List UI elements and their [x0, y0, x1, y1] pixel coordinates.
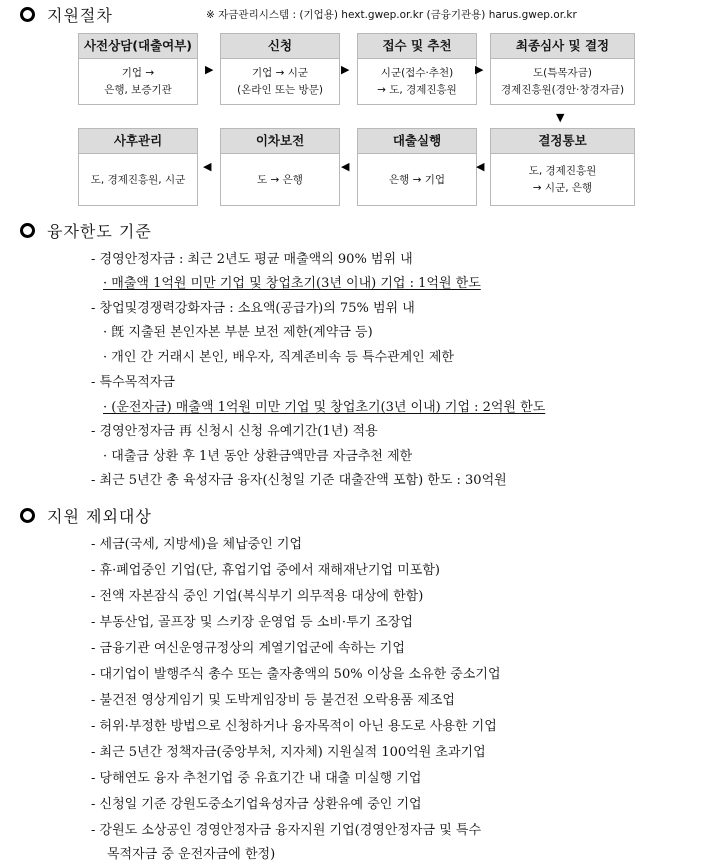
limit-subitem: · 개인 간 거래시 본인, 배우자, 직계존비속 등 특수관계인 제한	[103, 350, 454, 365]
limit-item: - 특수목적자금	[91, 375, 175, 390]
exclude-item: - 신청일 기준 강원도중소기업육성자금 상환유예 중인 기업	[91, 797, 422, 812]
flow-step-apply	[220, 33, 340, 105]
flow-step-title: 대출실행	[358, 129, 476, 154]
flow-step-title: 신청	[221, 34, 339, 59]
exclude-item: - 금융기관 여신운영규정상의 계열기업군에 속하는 기업	[91, 641, 405, 656]
flow-step-text: → 도, 경제진흥원	[377, 84, 457, 96]
limit-subitem: · 매출액 1억원 미만 기업 및 창업초기(3년 이내) 기업 : 1억원 한도	[103, 276, 481, 291]
flow-step-title: 결정통보	[491, 129, 634, 154]
section-exclude-header	[20, 504, 152, 527]
exclude-item: - 휴·폐업중인 기업(단, 휴업기업 중에서 재해재난기업 미포함)	[91, 563, 440, 578]
flow-step-text: 경제진흥원(경안·창경자금)	[500, 84, 625, 96]
arrow-right-icon: ▶	[341, 63, 350, 76]
arrow-right-icon: ▶	[475, 63, 484, 76]
flow-step-text: 도, 경제진흥원	[528, 165, 597, 177]
arrow-left-icon: ◀	[203, 160, 212, 173]
limit-item: - 창업및경쟁력강화자금 : 소요액(공급가)의 75% 범위 내	[91, 301, 415, 316]
arrow-left-icon: ◀	[476, 160, 485, 173]
exclude-item: - 불건전 영상게임기 및 도박게임장비 등 불건전 오락용품 제조업	[91, 693, 455, 708]
flow-step-title: 최종심사 및 결정	[491, 34, 634, 59]
flow-step-text: 은행 → 기업	[388, 173, 446, 186]
arrow-down-icon: ▼	[556, 111, 565, 124]
section-title: 지원절차	[47, 6, 113, 25]
arrow-left-icon: ◀	[341, 160, 350, 173]
section-title: 지원 제외대상	[47, 507, 152, 526]
flow-step-loan-execution	[357, 128, 477, 206]
limit-subitem: · (운전자금) 매출액 1억원 미만 기업 및 창업초기(3년 이내) 기업 : 2억원 한도	[103, 400, 546, 415]
limit-item: - 경영안정자금 再 신청시 신청 유예기간(1년) 적용	[91, 424, 378, 439]
flow-step-text: 기업 →	[121, 67, 155, 79]
flow-step-receive	[357, 33, 477, 105]
section-title: 융자한도 기준	[47, 222, 152, 241]
circle-bullet-icon	[20, 7, 35, 22]
flow-step-title: 사후관리	[79, 129, 197, 154]
circle-bullet-icon	[20, 223, 35, 238]
system-url-note: ※ 자금관리시스템 : (기업용) hext.gwep.or.kr (금융기관용) harus.gwep.or.kr	[206, 9, 577, 21]
flow-step-text: 도 → 은행	[257, 173, 303, 186]
flow-step-text: (온라인 또는 방문)	[237, 84, 323, 96]
flow-step-consult	[78, 33, 198, 105]
flow-step-title: 사전상담(대출여부)	[79, 34, 197, 59]
flow-step-title: 이차보전	[221, 129, 339, 154]
flow-step-text: 기업 → 시군	[251, 67, 309, 79]
section-process-header	[20, 3, 113, 26]
exclude-item-continued: 목적자금 중 운전자금에 한정)	[107, 847, 276, 862]
flow-step-text: 시군(접수·추천)	[380, 67, 454, 79]
flow-step-interest-subsidy	[220, 128, 340, 206]
exclude-item: - 최근 5년간 정책자금(중앙부처, 지자체) 지원실적 100억원 초과기업	[91, 745, 486, 760]
limit-item: - 최근 5년간 총 육성자금 융자(신청일 기준 대출잔액 포함) 한도 : 30억원	[91, 473, 507, 488]
exclude-item: - 대기업이 발행주식 총수 또는 출자총액의 50% 이상을 소유한 중소기업	[91, 667, 501, 682]
exclude-item: - 당해연도 융자 추천기업 중 유효기간 내 대출 미실행 기업	[91, 771, 422, 786]
limit-subitem: · 대출금 상환 후 1년 동안 상환금액만큼 자금추천 제한	[103, 449, 413, 464]
arrow-right-icon: ▶	[205, 63, 214, 76]
flow-step-text: → 시군, 은행	[532, 182, 593, 194]
exclude-item: - 부동산업, 골프장 및 스키장 운영업 등 소비·투기 조장업	[91, 615, 413, 630]
exclude-item: - 허위·부정한 방법으로 신청하거나 융자목적이 아닌 용도로 사용한 기업	[91, 719, 497, 734]
limit-subitem: · 旣 지출된 본인자본 부분 보전 제한(계약금 등)	[103, 325, 373, 340]
flow-step-title: 접수 및 추천	[358, 34, 476, 59]
flow-step-text: 은행, 보증기관	[104, 84, 172, 96]
section-limit-header	[20, 219, 152, 242]
flow-step-text: 도(특목자금)	[533, 67, 592, 79]
flow-step-final-review	[490, 33, 635, 105]
exclude-item: - 강원도 소상공인 경영안정자금 융자지원 기업(경영안정자금 및 특수	[91, 823, 482, 838]
circle-bullet-icon	[20, 508, 35, 523]
flow-step-notification	[490, 128, 635, 206]
flow-step-post-management	[78, 128, 198, 206]
limit-item: - 경영안정자금 : 최근 2년도 평균 매출액의 90% 범위 내	[91, 252, 413, 267]
exclude-item: - 전액 자본잠식 중인 기업(복식부기 의무적용 대상에 한함)	[91, 589, 424, 604]
flow-step-text: 도, 경제진흥원, 시군	[90, 173, 186, 186]
exclude-item: - 세금(국세, 지방세)을 체납중인 기업	[91, 537, 303, 552]
